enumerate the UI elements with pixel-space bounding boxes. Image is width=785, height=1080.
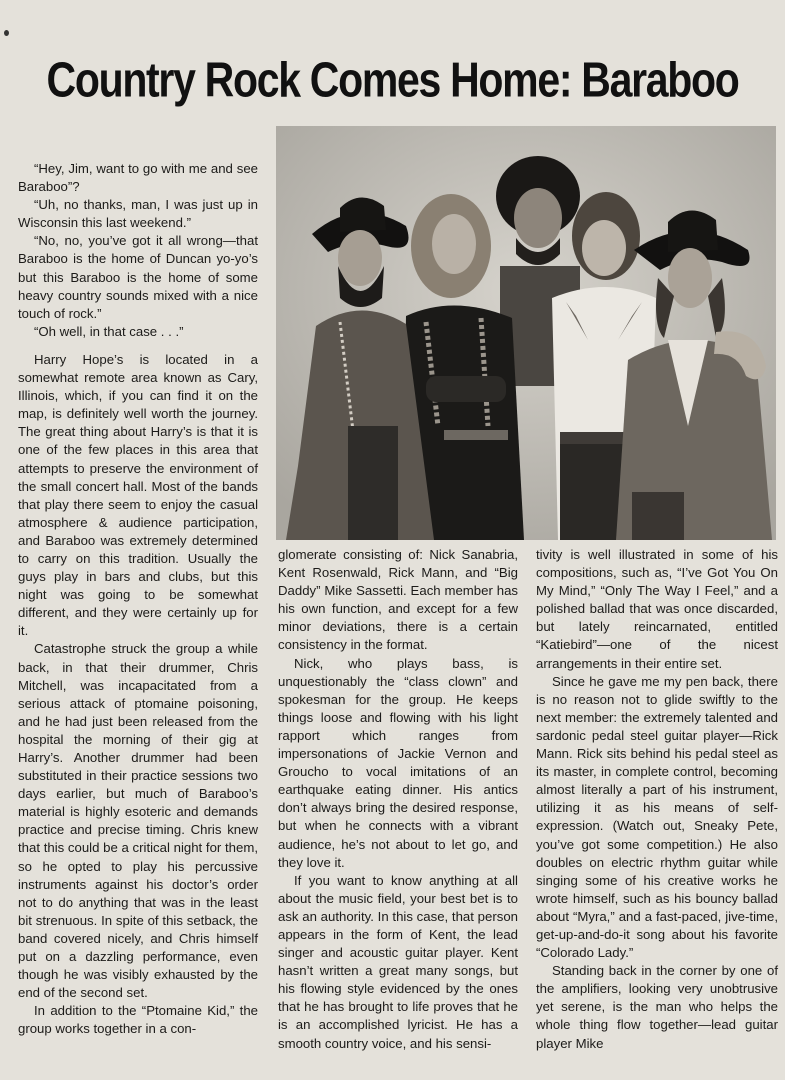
article-column-3 (536, 546, 778, 1053)
band-photo (276, 126, 776, 540)
paragraph: Standing back in the corner by one of the amplifiers, looking very unobtrusive yet serene, is the man who helps the whole thing flow together—lead guitar player Mike (536, 963, 778, 1051)
article-column-2 (278, 546, 518, 1053)
article-column-1 (18, 160, 258, 1039)
paragraph: “No, no, you’ve got it all wrong—that Baraboo is the home of Duncan yo-yo’s but this Baraboo is the home of some heavy country sounds mixed with a nice touch of rock.” (18, 233, 258, 321)
paragraph: Nick, who plays bass, is unquestionably the “class clown” and spokesman for the group. He keeps things loose and flowing with his light rapport which ranges from impersonations of Jackie Vernon and Groucho to vocal imitations of an earthquake eating dinner. His antics don’t always bring the desired response, but when he connects with a vibrant audience, he’s not about to let go, and they love it. (278, 655, 518, 870)
paragraph: “Oh well, in that case . . .” (34, 323, 184, 339)
band-photo-illustration (276, 126, 776, 540)
print-speck (4, 30, 9, 36)
paragraph: glomerate consisting of: Nick Sanabria, Kent Rosenwald, Rick Mann, and “Big Daddy” Mike Sassetti. Each member has his own function, and except for a few minor deviations, there is a certain consistency in the format. (278, 547, 518, 653)
paragraph: “Uh, no thanks, man, I was just up in Wisconsin this last weekend.” (18, 197, 258, 231)
paragraph: Since he gave me my pen back, there is no reason not to glide swiftly to the next member: the extremely talented and sardonic pedal steel guitar player—Rick Mann. Rick sits behind his pedal steel as its master, in complete control, becoming almost literally a part of his instrument, utilizing it as his means of self-expression. (Watch out, Sneaky Pete, you’ve got some competition.) He also doubles on electric rhythm guitar while singing some of his creative works he wrote himself, such as his bouncy ballad about “Myra,” and a fast-paced, jive-time, get-up-and-do-it song about his favorite “Colorado Lady.” (536, 673, 778, 961)
headline: Country Rock Comes Home: Baraboo (46, 52, 739, 108)
paragraph: If you want to know anything at all about the music field, your best bet is to ask an authority. In this case, that person appears in the form of Kent, the lead singer and acoustic guitar player. Kent hasn’t written a great many songs, but his flowing style evidenced by the ones that he has brought to life proves that he is an accomplished lyricist. He has a smooth country voice, and his sensi- (278, 872, 518, 1051)
paragraph: In addition to the “Ptomaine Kid,” the group works together in a con- (18, 1003, 258, 1037)
paragraph: Harry Hope’s is located in a somewhat remote area known as Cary, Illinois, which, if you can find it on the map, is definitely well worth the journey. The great thing about Harry’s is that it is one of the few places in this area that attempts to preserve the environment of the small concert hall. Most of the bands that play there seem to enjoy the casual atmosphere & audience participation, and Baraboo was extremely determined to carry on this tradition. Usually the guys play in bars and clubs, but this night was going to be somewhat different, and they were certainly up for it. (18, 351, 258, 639)
paragraph: tivity is well illustrated in some of his compositions, such as, “I’ve Got You On My Mind,” “Only The Way I Feel,” and a polished ballad that was once discarded, but lately reincarnated, entitled “Katiebird”—one of the nicest arrangements in their entire set. (536, 547, 778, 671)
paragraph: Catastrophe struck the group a while back, in that their drummer, Chris Mitchell, was incapacitated from a serious attack of ptomaine poisoning, and he had just been released from the hospital the morning of their gig at Harry’s. Another drummer had been substituted in their practice sessions two days earlier, but much of Baraboo’s material is highly esoteric and demands practice and precise timing. Chris knew that this could be a critical night for them, so he opted to play his percussive instruments against his doctor’s order not to do anything that was in the least bit strenuous. In spite of this setback, the band covered nicely, and Chris himself put on a dazzling performance, even though he was visibly exhausted by the end of the second set. (18, 641, 258, 1001)
paragraph: “Hey, Jim, want to go with me and see Baraboo”? (18, 161, 258, 195)
